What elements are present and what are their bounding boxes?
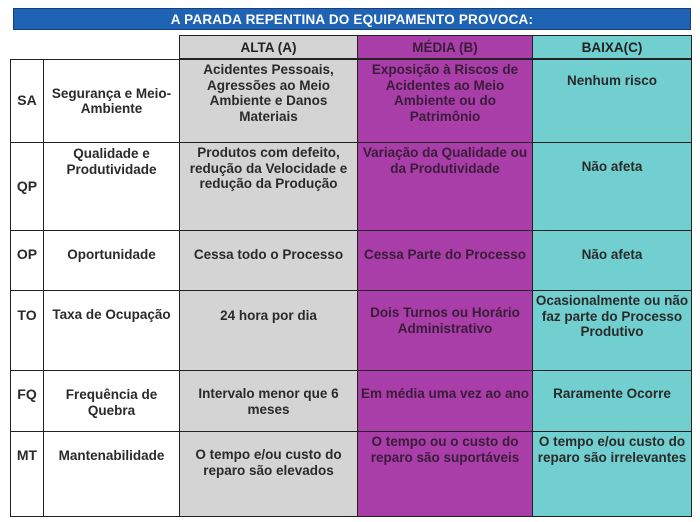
column-header-baixa: BAIXA(C)	[532, 35, 692, 59]
row-code: MT	[10, 431, 44, 517]
row-code: QP	[10, 142, 44, 231]
cell-alta: Acidentes Pessoais, Agressões ao Meio Ambiente e Danos Materiais	[179, 59, 358, 143]
cell-media: O tempo ou o custo do reparo são suportáveis	[357, 431, 533, 517]
cell-media: Exposição à Riscos de Acidentes ao Meio Ambiente ou do Patrimônio	[357, 59, 533, 143]
cell-baixa: Raramente Ocorre	[532, 370, 692, 432]
row-name: Taxa de Ocupação	[43, 290, 180, 371]
cell-baixa: Não afeta	[532, 142, 692, 231]
row-name: Frequência de Quebra	[43, 370, 180, 432]
table-title: A PARADA REPENTINA DO EQUIPAMENTO PROVOCA:	[13, 8, 691, 30]
row-name: Segurança e Meio-Ambiente	[43, 59, 180, 143]
row-code: OP	[10, 230, 44, 291]
cell-baixa: Nenhum risco	[532, 59, 692, 143]
column-header-alta: ALTA (A)	[179, 35, 358, 59]
row-name: Mantenabilidade	[43, 431, 180, 517]
row-name: Oportunidade	[43, 230, 180, 291]
cell-media: Dois Turnos ou Horário Administrativo	[357, 290, 533, 371]
cell-baixa: Ocasionalmente ou não faz parte do Processo Produtivo	[532, 290, 692, 371]
cell-alta: Cessa todo o Processo	[179, 230, 358, 291]
cell-media: Em média uma vez ao ano	[357, 370, 533, 432]
cell-alta: O tempo e/ou custo do reparo são elevados	[179, 431, 358, 517]
row-code: TO	[10, 290, 44, 371]
cell-alta: Intervalo menor que 6 meses	[179, 370, 358, 432]
row-name: Qualidade e Produtividade	[43, 142, 180, 231]
cell-baixa: O tempo e/ou custo do reparo são irrelevantes	[532, 431, 692, 517]
cell-alta: Produtos com defeito, redução da Velocidade e redução da Produção	[179, 142, 358, 231]
cell-alta: 24 hora por dia	[179, 290, 358, 371]
column-header-media: MÉDIA (B)	[357, 35, 533, 59]
criticality-table	[10, 59, 692, 517]
row-code: SA	[10, 59, 44, 143]
cell-media: Variação da Qualidade ou da Produtividade	[357, 142, 533, 231]
cell-media: Cessa Parte do Processo	[357, 230, 533, 291]
row-code: FQ	[10, 370, 44, 432]
cell-baixa: Não afeta	[532, 230, 692, 291]
